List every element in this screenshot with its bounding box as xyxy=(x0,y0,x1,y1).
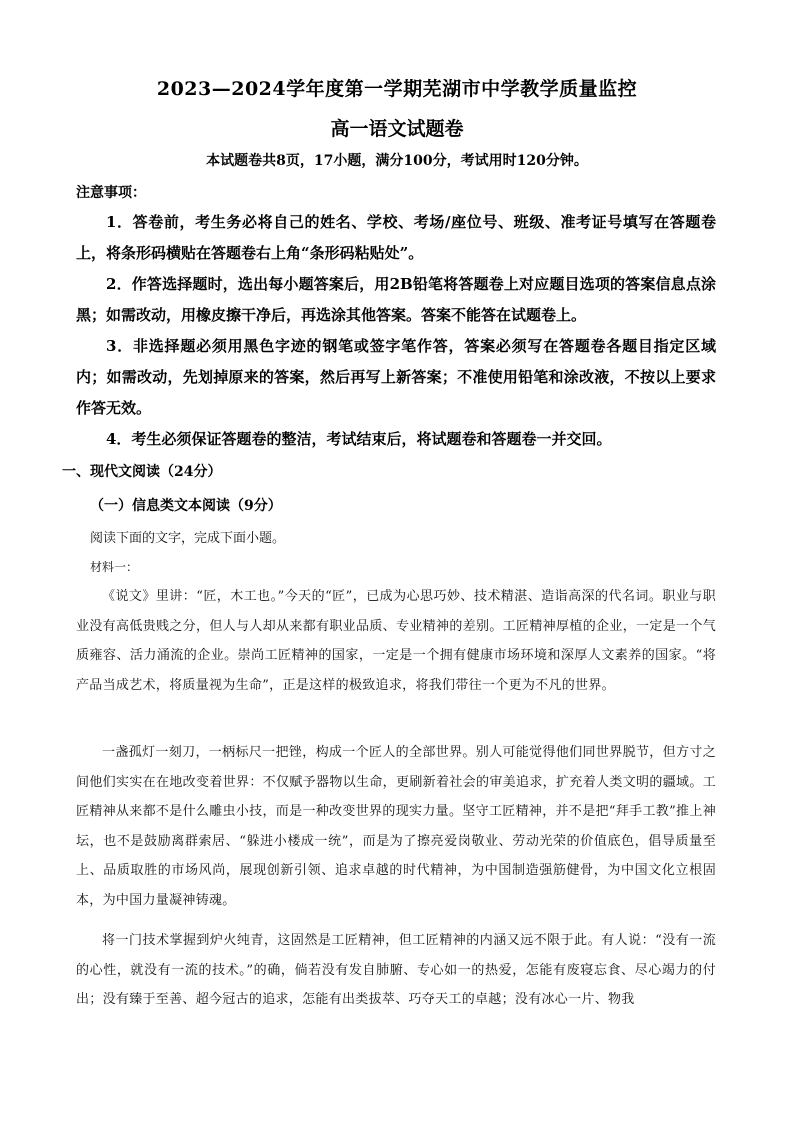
notice-heading: 注意事项： xyxy=(76,185,146,201)
exam-subtitle: 高一语文试题卷 xyxy=(330,118,464,140)
notice-item-4: 4．考生必须保证答题卷的整洁，考试结束后，将试题卷和答题卷一并交回。 xyxy=(106,430,612,448)
material-paragraph-2: 一盏孤灯一刻刀，一柄标尺一把锉，构成一个匠人的全部世界。别人可能觉得他们同世界脱节，但方寸之间他们实实在在地改变着世界：不仅赋予器物以生命，更刷新着社会的审美追求，扩充着人类文明的疆域。工匠精神从来都不是什么雕虫小技，而是一种改变世界的现实力量。坚守工匠精神，并不是把“拜手工教”推上神坛，也不是鼓励离群索居、“躲进小楼成一统”，而是为了擦亮爱岗敬业、劳动光荣的价值底色，倡导质量至上、品质取胜的市场风尚，展现创新引领、追求卓越的时代精神，为中国制造强筋健骨，为中国文化立根固本，为中国力量凝神铸魂。 xyxy=(76,745,716,908)
exam-info: 本试题卷共8页，17小题，满分100分，考试用时120分钟。 xyxy=(206,153,588,169)
material-paragraph-1: 《说文》里讲：“匠，木工也。”今天的“匠”，已成为心思巧妙、技术精湛、造诣高深的代名词。职业与职业没有高低贵贱之分，但人与人却从来都有职业品质、专业精神的差别。工匠精神厚植的企业，一定是一个气质雍容、活力涌流的企业。崇尚工匠精神的国家，一定是一个拥有健康市场环境和深厚人文素养的国家。“将产品当成艺术，将质量视为生命”，正是这样的极致追求，将我们带往一个更为不凡的世界。 xyxy=(76,589,716,693)
material-label: 材料一： xyxy=(90,560,139,574)
notice-item-2: 2．作答选择题时，选出每小题答案后，用2B铅笔将答题卷上对应题目选项的答案信息点涂黑；如需改动，用橡皮擦干净后，再选涂其他答案。答案不能答在试题卷上。 xyxy=(76,275,716,324)
subsection-title: （一）信息类文本阅读（9分） xyxy=(90,498,282,514)
notice-item-1: 1．答卷前，考生务必将自己的姓名、学校、考场/座位号、班级、准考证号填写在答题卷上，将条形码横贴在答题卷右上角“条形码粘贴处”。 xyxy=(76,213,716,262)
exam-title: 2023—2024学年度第一学期芜湖市中学教学质量监控 xyxy=(156,78,638,100)
reading-instruction: 阅读下面的文字，完成下面小题。 xyxy=(90,531,286,546)
material-paragraph-3: 将一门技术掌握到炉火纯青，这固然是工匠精神，但工匠精神的内涵又远不限于此。有人说：“没有一流的心性，就没有一流的技术。”的确，倘若没有发自肺腑、专心如一的热爱，怎能有废寝忘食、尽心竭力的付出；没有臻于至善、超今冠古的追求，怎能有出类拔萃、巧夺天工的卓越；没有冰心一片、物我 xyxy=(76,933,716,1007)
section-title: 一、现代文阅读（24分） xyxy=(62,464,222,480)
notice-item-3: 3．非选择题必须用黑色字迹的钢笔或签字笔作答，答案必须写在答题卷各题目指定区域内；如需改动，先划掉原来的答案，然后再写上新答案；不准使用铅笔和涂改液，不按以上要求作答无效。 xyxy=(76,337,716,417)
